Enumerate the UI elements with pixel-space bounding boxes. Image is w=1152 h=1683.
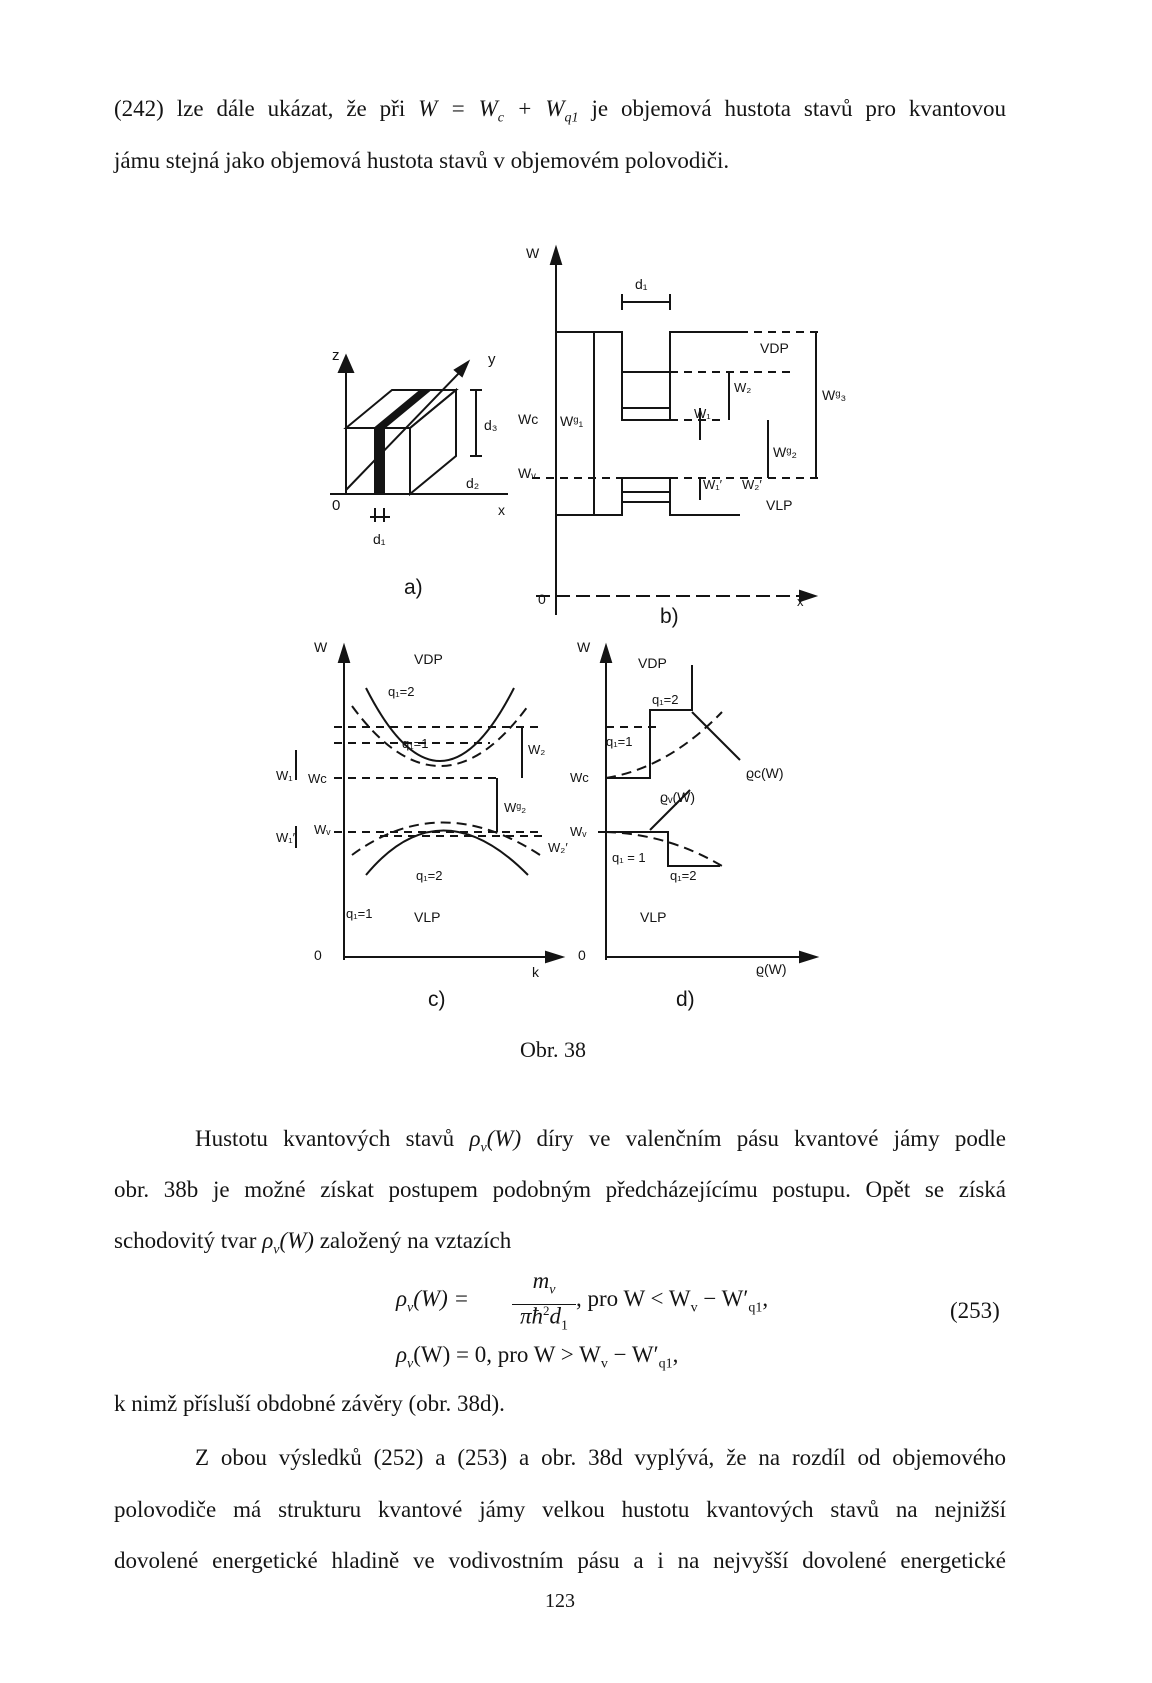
axis-label-w: W (314, 639, 328, 655)
equation-row-2: $\rho_v(W) = 0$, pro $W > W_v - W'_{q1}$, (396, 1342, 679, 1372)
panel-tag-c: c) (428, 988, 446, 1011)
label-d1: d₁ (635, 276, 648, 292)
text-segment: (242) lze dále ukázat, že při (114, 96, 406, 121)
label-w1: W₁ (694, 406, 711, 421)
p1-line-3: schodovitý tvar $\rho_v(W)$ založený na vztazích (114, 1228, 512, 1258)
axis-label-w: W (577, 639, 591, 655)
panel-tag-d: d) (676, 988, 695, 1011)
p3-line-3: dovolené energetické hladině ve vodivostním pásu a i na nejvyšší dovolené energetické (114, 1548, 1006, 1573)
label-d1: d₁ (373, 531, 386, 547)
panel-tag-b: b) (660, 605, 679, 628)
label-w2-prime: W₂′ (548, 840, 568, 855)
axis-label-z: z (332, 347, 340, 364)
equation-number: (253) (950, 1298, 1000, 1323)
equation-row-1: $\rho_v(W)$ = (396, 1286, 470, 1316)
p2-line-1: k nimž přísluší obdobné závěry (obr. 38d). (114, 1391, 505, 1416)
label-w2-prime: W₂′ (742, 477, 762, 492)
equation-row-1-condition: , pro $W < W_v - W'_{q1}$, (576, 1286, 769, 1316)
label-q1-1-top: q₁=1 (402, 736, 429, 751)
axis-label-k: k (532, 964, 539, 980)
label-vdp: VDP (760, 340, 789, 356)
panel-tag-a: a) (404, 576, 423, 599)
label-d3: d₃ (484, 417, 498, 433)
origin-label: 0 (332, 497, 341, 514)
origin-label: 0 (314, 947, 322, 963)
origin-label: 0 (538, 591, 546, 607)
label-d2: d₂ (466, 475, 480, 491)
label-w2: W₂ (734, 380, 752, 395)
label-vlp: VLP (640, 909, 667, 925)
label-q1-1-top: q₁=1 (606, 734, 633, 749)
label-w1-prime: W₁′ (703, 477, 723, 492)
p1-line-1: Hustotu kvantových stavů $\rho_v(W)$ díry ve valenčním pásu kvantové jámy podle (195, 1126, 1007, 1156)
label-wc: Wᴄ (518, 411, 539, 427)
axis-label-x: x (797, 594, 804, 609)
label-wv: Wᵥ (314, 822, 331, 837)
label-q1-1-bottom: q₁ = 1 (612, 850, 646, 865)
p1-line-2: obr. 38b je možné získat postupem podobným předcházejícímu postupu. Opět se získá (114, 1177, 1006, 1202)
origin-label: 0 (578, 947, 586, 963)
label-wg1: Wᵍ₁ (560, 413, 584, 429)
p3-line-2: polovodiče má strukturu kvantové jámy velkou hustotu kvantových stavů na nejnižší (114, 1497, 1006, 1522)
label-q1-2-top: q₁=2 (388, 684, 415, 699)
fraction-numerator: $m_v$ (512, 1268, 576, 1305)
axis-label-rho: ϱ(W) (756, 961, 787, 977)
label-wc: Wᴄ (570, 770, 589, 785)
label-wg2: Wᵍ₂ (504, 800, 527, 815)
label-vdp: VDP (414, 651, 443, 667)
label-q1-1-bottom: q₁=1 (346, 906, 373, 921)
figure-caption: Obr. 38 (520, 1037, 586, 1062)
label-w1: W₁ (276, 768, 293, 783)
label-vdp: VDP (638, 655, 667, 671)
label-wg2: Wᵍ₂ (773, 444, 797, 460)
inline-formula: $\rho_v(W)$ (469, 1126, 522, 1156)
label-wc: Wᴄ (308, 771, 327, 786)
panel-b-drawing (532, 248, 822, 615)
label-wg3: Wᵍ₃ (822, 387, 847, 403)
label-q1-2-bottom: q₁=2 (670, 868, 697, 883)
label-vlp: VLP (766, 497, 793, 513)
label-w1-prime: W₁′ (276, 830, 296, 845)
p3-line-1: Z obou výsledků (252) a (253) a obr. 38d vyplývá, že na rozdíl od objemového (195, 1445, 1006, 1470)
label-w2: W₂ (528, 742, 546, 757)
label-q1-2-bottom: q₁=2 (416, 868, 443, 883)
panel-d-drawing (598, 646, 816, 962)
label-rho-v: ϱᵥ(W) (660, 789, 696, 805)
fraction-denominator: $\pi ħ^2d_1$ (519, 1303, 569, 1334)
panel-a-drawing (330, 356, 508, 522)
inline-formula: $\rho_v(W)$ (262, 1228, 314, 1258)
axis-label-y: y (488, 351, 496, 368)
inline-formula: $W = W_c + W_{q1}$ (418, 96, 579, 126)
page-number: 123 (545, 1590, 575, 1612)
axis-label-w: W (526, 245, 540, 261)
label-vlp: VLP (414, 909, 441, 925)
label-rho-c: ϱᴄ(W) (746, 765, 784, 781)
label-wv: Wᵥ (518, 465, 536, 481)
label-q1-2-top: q₁=2 (652, 692, 679, 707)
label-wv: Wᵥ (570, 824, 587, 839)
text-segment: je objemová hustota stavů pro kvantovou (591, 96, 1007, 121)
axis-label-x: x (498, 502, 505, 518)
top-line-2: jámu stejná jako objemová hustota stavů v objemovém polovodiči. (114, 148, 730, 173)
